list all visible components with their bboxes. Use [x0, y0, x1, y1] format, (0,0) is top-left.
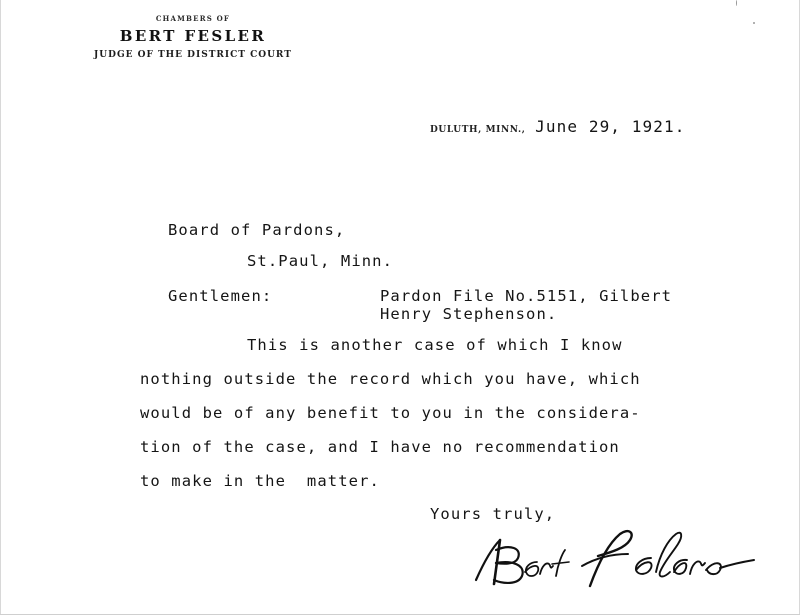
letterhead-chambers-label: CHAMBERS OF [155, 14, 231, 23]
letterhead-title: JUDGE OF THE DISTRICT COURT [94, 50, 292, 60]
body-line: This is another case of which I know [247, 336, 623, 354]
body-line: to make in the matter. [140, 472, 380, 490]
scan-speck [736, 0, 737, 6]
body-line: nothing outside the record which you have, which [140, 370, 641, 388]
body-line: would be of any benefit to you in the considera- [140, 404, 641, 422]
closing: Yours truly, [430, 505, 556, 523]
letterhead-name: BERT FESLER [119, 27, 267, 45]
dateline-place: DULUTH, MINN., [430, 125, 526, 135]
scan-speck [753, 22, 755, 24]
addressee-line-1: Board of Pardons, [168, 221, 346, 239]
signature [470, 520, 760, 600]
dateline [430, 117, 685, 136]
dateline-date: June 29, 1921. [535, 117, 686, 136]
subject-line-2: Henry Stephenson. [380, 305, 558, 323]
subject-line-1: Pardon File No.5151, Gilbert [380, 287, 673, 305]
letterhead [28, 14, 358, 62]
scan-edge-left [0, 0, 1, 615]
body-line: tion of the case, and I have no recommendation [140, 438, 620, 456]
addressee-line-2: St.Paul, Minn. [247, 252, 394, 270]
salutation: Gentlemen: [168, 287, 273, 305]
